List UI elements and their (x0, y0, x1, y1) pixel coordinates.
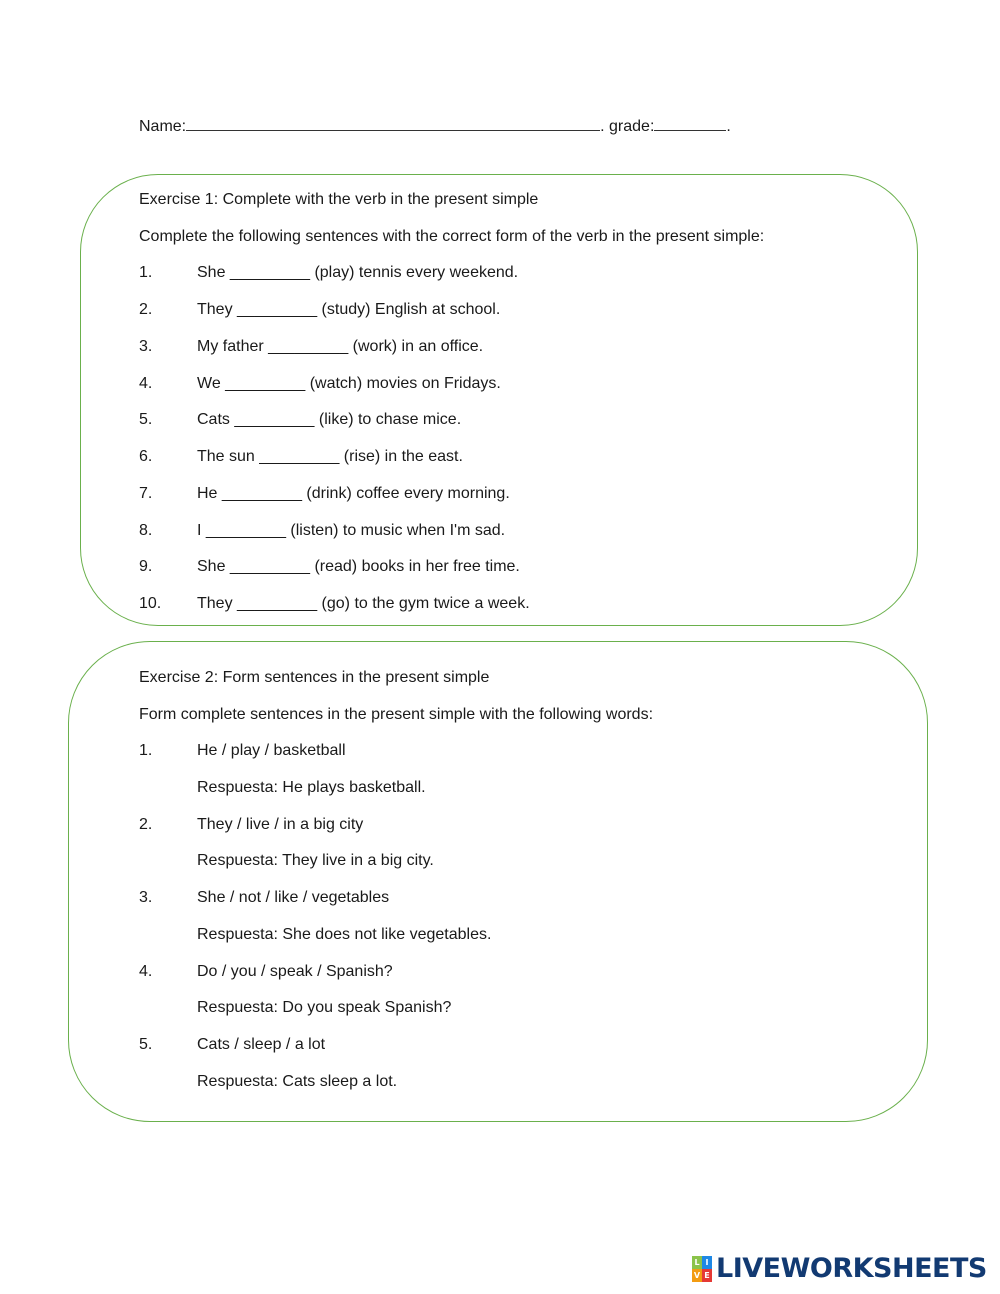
ex1-item-number: 5. (139, 411, 153, 428)
ex2-item-number: 2. (139, 816, 153, 833)
exercise-1-title: Exercise 1: Complete with the verb in the present simple (139, 191, 539, 208)
grade-label: . grade: (600, 118, 655, 135)
ex1-item-number: 10. (139, 595, 162, 612)
ex1-item-text: I _________ (listen) to music when I'm sad. (197, 522, 506, 539)
liveworksheets-logo (692, 1253, 987, 1285)
ex2-item-prompt: He / play / basketball (197, 742, 346, 759)
ex1-item-number: 1. (139, 264, 153, 281)
logo-text: LIVEWORKSHEETS (716, 1253, 987, 1284)
ex2-item-answer: Respuesta: He plays basketball. (197, 779, 426, 796)
grade-blank[interactable] (654, 116, 726, 131)
ex2-item-answer: Respuesta: They live in a big city. (197, 852, 434, 869)
grade-end: . (726, 118, 731, 135)
ex1-item-text: We _________ (watch) movies on Fridays. (197, 375, 501, 392)
ex1-item-text: Cats _________ (like) to chase mice. (197, 411, 462, 428)
ex1-item-number: 6. (139, 448, 153, 465)
name-blank[interactable] (186, 116, 600, 131)
ex1-item-number: 2. (139, 301, 153, 318)
ex2-item-number: 4. (139, 963, 153, 980)
ex1-item-text: She _________ (read) books in her free time. (197, 558, 520, 575)
exercise-2-title: Exercise 2: Form sentences in the present simple (139, 669, 490, 686)
ex1-item-text: They _________ (go) to the gym twice a week. (197, 595, 530, 612)
ex1-item-number: 7. (139, 485, 153, 502)
ex2-item-prompt: Do / you / speak / Spanish? (197, 963, 393, 980)
liveworksheets-logo-icon: L I V E (692, 1256, 712, 1282)
ex2-item-number: 5. (139, 1036, 153, 1053)
ex2-item-prompt: Cats / sleep / a lot (197, 1036, 326, 1053)
ex1-item-number: 9. (139, 558, 153, 575)
ex2-item-number: 3. (139, 889, 153, 906)
ex1-item-text: My father _________ (work) in an office. (197, 338, 484, 355)
ex1-item-number: 8. (139, 522, 153, 539)
ex1-item-text: They _________ (study) English at school. (197, 301, 501, 318)
ex2-item-prompt: They / live / in a big city (197, 816, 364, 833)
ex2-item-answer: Respuesta: Do you speak Spanish? (197, 999, 452, 1016)
ex1-item-number: 4. (139, 375, 153, 392)
ex2-item-answer: Respuesta: She does not like vegetables. (197, 926, 492, 943)
student-info-line (139, 116, 731, 137)
ex1-item-text: He _________ (drink) coffee every morning. (197, 485, 510, 502)
ex1-item-number: 3. (139, 338, 153, 355)
ex2-item-prompt: She / not / like / vegetables (197, 889, 390, 906)
ex1-item-text: She _________ (play) tennis every weekend. (197, 264, 519, 281)
ex2-item-number: 1. (139, 742, 153, 759)
ex1-item-text: The sun _________ (rise) in the east. (197, 448, 463, 465)
exercise-2-instruction: Form complete sentences in the present simple with the following words: (139, 706, 654, 723)
name-label: Name: (139, 118, 187, 135)
ex2-item-answer: Respuesta: Cats sleep a lot. (197, 1073, 398, 1090)
exercise-1-instruction: Complete the following sentences with the correct form of the verb in the present simple: (139, 228, 765, 245)
